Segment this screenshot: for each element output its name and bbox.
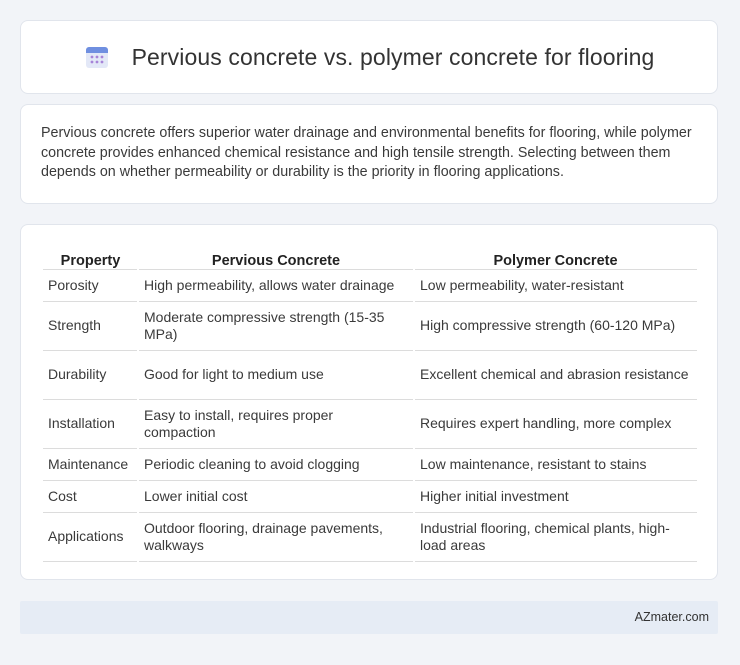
table-row <box>43 270 697 302</box>
pervious-cell: Moderate compressive strength (15-35 MPa) <box>138 302 414 351</box>
property-cell: Maintenance <box>43 449 138 481</box>
page-title: Pervious concrete vs. polymer concrete for flooring <box>131 43 655 70</box>
polymer-cell: Industrial flooring, chemical plants, high-load areas <box>414 513 697 562</box>
comparison-table <box>43 245 697 562</box>
table-row <box>43 400 697 449</box>
pervious-cell: Periodic cleaning to avoid clogging <box>138 449 414 481</box>
polymer-cell: Excellent chemical and abrasion resistance <box>414 351 697 400</box>
property-cell: Installation <box>43 400 138 449</box>
footer-bar <box>20 601 718 634</box>
intro-card <box>20 104 718 204</box>
property-cell: Porosity <box>43 270 138 302</box>
column-header-polymer: Polymer Concrete <box>414 245 697 270</box>
property-cell: Applications <box>43 513 138 562</box>
property-cell: Strength <box>43 302 138 351</box>
table-row <box>43 351 697 400</box>
column-header-pervious: Pervious Concrete <box>138 245 414 270</box>
pervious-cell: Easy to install, requires proper compaction <box>138 400 414 449</box>
polymer-cell: Low permeability, water-resistant <box>414 270 697 302</box>
property-cell: Durability <box>43 351 138 400</box>
table-row <box>43 449 697 481</box>
title-card <box>20 20 718 94</box>
pervious-cell: Lower initial cost <box>138 481 414 513</box>
footer-brand[interactable]: AZmater.com <box>634 610 709 624</box>
table-row <box>43 481 697 513</box>
column-header-property: Property <box>43 245 138 270</box>
pervious-cell: Good for light to medium use <box>138 351 414 400</box>
calendar-icon <box>84 44 110 70</box>
property-cell: Cost <box>43 481 138 513</box>
table-row <box>43 513 697 562</box>
intro-text: Pervious concrete offers superior water drainage and environmental benefits for flooring, while polymer concrete provides enhanced chemical resistance and high tensile strength. Selecting between them depends on whether permeability or durability is the priority in flooring applications. <box>41 125 692 181</box>
comparison-table-card <box>20 224 718 580</box>
polymer-cell: Low maintenance, resistant to stains <box>414 449 697 481</box>
table-row <box>43 302 697 351</box>
pervious-cell: Outdoor flooring, drainage pavements, walkways <box>138 513 414 562</box>
polymer-cell: Higher initial investment <box>414 481 697 513</box>
polymer-cell: Requires expert handling, more complex <box>414 400 697 449</box>
polymer-cell: High compressive strength (60-120 MPa) <box>414 302 697 351</box>
table-header-row <box>43 245 697 270</box>
pervious-cell: High permeability, allows water drainage <box>138 270 414 302</box>
